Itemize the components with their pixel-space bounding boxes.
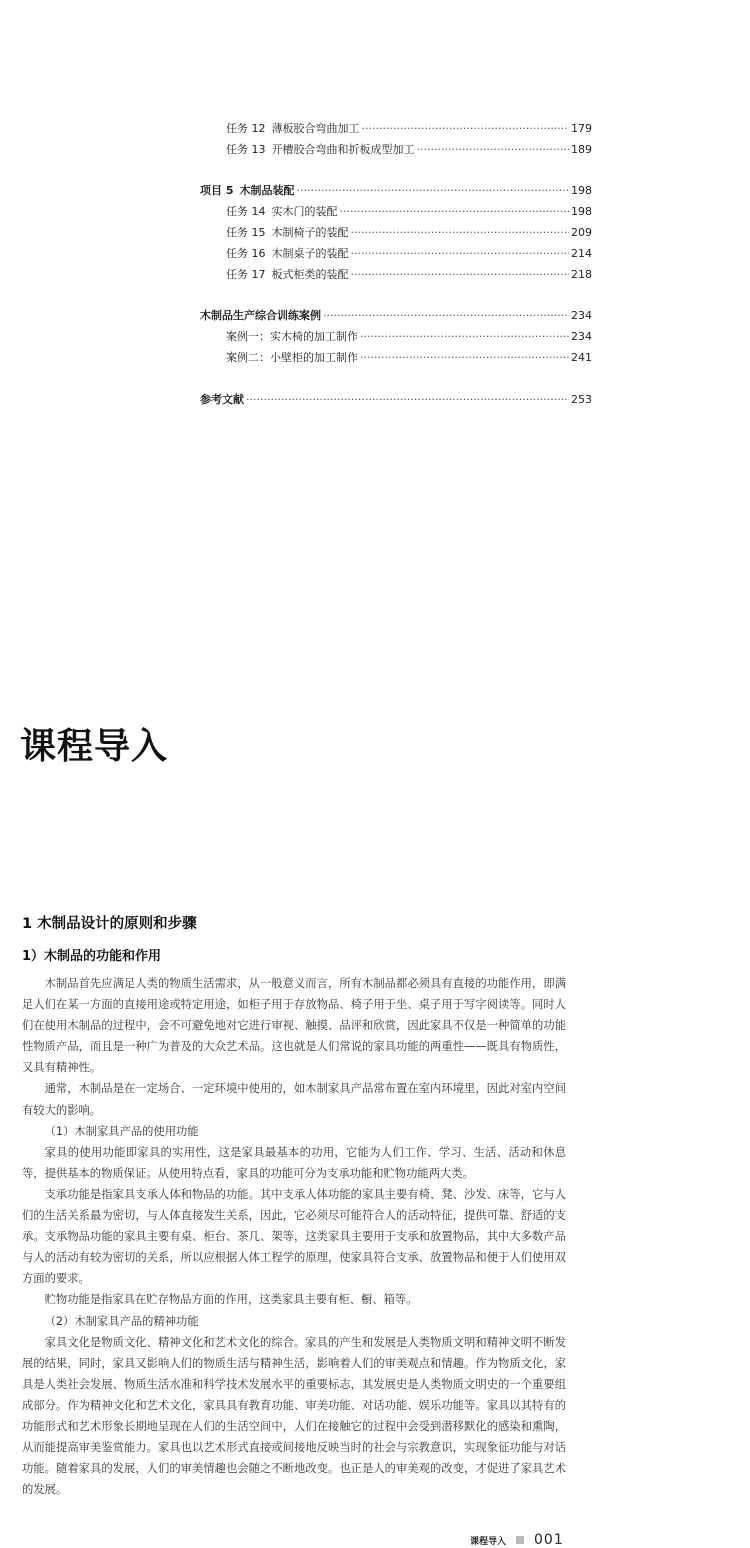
toc-entry-page: 198 bbox=[571, 205, 592, 218]
paragraph: 木制品首先应满足人类的物质生活需求，从一般意义而言，所有木制品都必须具有直接的功能作用，即满足人们在某一方面的直接用途或特定用途，如柜子用于存放物品、椅子用于坐、桌子用于写字阅读等。同时人们在使用木制品的过程中，会不可避免地对它进行审视、触摸、品评和欣赏，因此家具不仅是一种简单的功能性物质产品，而且是一种广为普及的大众艺术品。这也就是人们常说的家具功能的两重性——既具有物质性，又具有精神性。 bbox=[22, 977, 566, 1075]
toc-entry-number: 任务 13 bbox=[226, 143, 266, 156]
toc-entry[interactable] bbox=[226, 247, 592, 261]
toc-entry-page: 198 bbox=[571, 184, 592, 197]
toc-entry[interactable] bbox=[226, 122, 592, 136]
toc-entry-number: 任务 12 bbox=[226, 122, 266, 135]
toc-entry-number: 任务 16 bbox=[226, 247, 266, 260]
dot-leader bbox=[351, 268, 570, 282]
dot-leader bbox=[296, 184, 569, 198]
section-heading: 1 木制品设计的原则和步骤 bbox=[22, 916, 197, 932]
paragraph: 家具的使用功能即家具的实用性，这是家具最基本的功用，它能为人们工作、学习、生活、活动和休息等，提供基本的物质保证。从使用特点看，家具的功能可分为支承功能和贮物功能两大类。 bbox=[22, 1145, 566, 1180]
toc-entry-page: 241 bbox=[571, 351, 592, 364]
paragraph: 家具文化是物质文化、精神文化和艺术文化的综合。家具的产生和发展是人类物质文明和精神文明不断发展的结果，同时，家具又影响人们的物质生活与精神生活，影响着人们的审美观点和情趣。作为物质文化，家具是人类社会发展、物质生活水准和科学技术发展水平的重要标志，其发展史是人类物质文明史的一个重要组成部分。作为精神文化和艺术文化，家具具有教育功能、审美功能、对话功能、娱乐功能等。家具以其特有的功能形式和艺术形象长期地呈现在人们的生活空间中，人们在接触它的过程中会受到潜移默化的感染和熏陶，从而能提高审美鉴赏能力。家具也以艺术形式直接或间接地反映当时的社会与宗教意识，实现象征功能与对话功能。随着家具的发展，人们的审美情趣也会随之不断地改变。也正是人的审美观的改变，才促进了家具艺术的发展。 bbox=[22, 1335, 566, 1497]
toc-entry-page: 234 bbox=[571, 309, 592, 322]
toc-entry[interactable] bbox=[226, 351, 592, 365]
toc-project-entry[interactable] bbox=[200, 184, 592, 198]
toc-entry[interactable] bbox=[226, 143, 592, 157]
toc-references-entry[interactable] bbox=[200, 393, 592, 407]
paragraph: 通常，木制品是在一定场合、一定环境中使用的，如木制家具产品常布置在室内环境里，因此对室内空间有较大的影响。 bbox=[22, 1082, 566, 1117]
footer-chapter-label: 课程导入 bbox=[470, 1536, 507, 1547]
toc-entry[interactable] bbox=[226, 205, 592, 219]
toc-entry-title: 板式柜类的装配 bbox=[271, 268, 349, 281]
toc-entry-number: 任务 14 bbox=[226, 205, 266, 218]
page-footer bbox=[470, 1533, 590, 1547]
toc-entry-title: 实木门的装配 bbox=[271, 205, 338, 218]
dot-leader bbox=[323, 309, 569, 323]
dot-leader bbox=[351, 247, 570, 261]
toc-entry-number: 任务 15 bbox=[226, 226, 266, 239]
dot-leader bbox=[360, 351, 569, 365]
toc-entry-title: 开槽胶合弯曲和折板成型加工 bbox=[271, 143, 415, 156]
toc-entry-title: 参考文献 bbox=[200, 393, 244, 406]
toc-entry-page: 253 bbox=[571, 393, 592, 406]
toc-entry-title: 木制品生产综合训练案例 bbox=[200, 309, 321, 322]
toc-entry-title: 木制品装配 bbox=[239, 184, 295, 197]
toc-entry-page: 209 bbox=[571, 226, 592, 239]
paragraph: 支承功能是指家具支承人体和物品的功能。其中支承人体功能的家具主要有椅、凳、沙发、床等，它与人们的生活关系最为密切，与人体直接发生关系，因此，它必须尽可能符合人的活动特征，提供可靠、舒适的支承。支承物品功能的家具主要有桌、柜台、茶几、架等，这类家具主要用于支承和放置物品，其中大多数产品与人的活动有较为密切的关系，所以应根据人体工程学的原理，使家具符合支承、放置物品和便于人们使用双方面的要求。 bbox=[22, 1187, 566, 1286]
dot-leader bbox=[340, 205, 570, 219]
toc-entry-title: 薄板胶合弯曲加工 bbox=[271, 122, 360, 135]
toc-entry-number: 项目 5 bbox=[200, 184, 234, 197]
toc-entry-number: 任务 17 bbox=[226, 268, 266, 281]
toc-entry-title: 案例一：实木椅的加工制作 bbox=[226, 330, 358, 343]
footer-square-icon bbox=[516, 1536, 524, 1544]
toc-entry-title: 木制桌子的装配 bbox=[271, 247, 349, 260]
dot-leader bbox=[360, 330, 569, 344]
toc-entry-page: 214 bbox=[571, 247, 592, 260]
page-number: 001 bbox=[534, 1532, 564, 1548]
toc-section-entry[interactable] bbox=[200, 309, 592, 323]
toc-entry-title: 木制椅子的装配 bbox=[271, 226, 349, 239]
paragraph-subheading: （1）木制家具产品的使用功能 bbox=[44, 1124, 199, 1138]
chapter-title: 课程导入 bbox=[20, 726, 169, 767]
toc-entry-page: 179 bbox=[571, 122, 592, 135]
toc-entry[interactable] bbox=[226, 330, 592, 344]
toc-entry-title: 案例二：小壁柜的加工制作 bbox=[226, 351, 358, 364]
toc-entry[interactable] bbox=[226, 226, 592, 240]
dot-leader bbox=[351, 226, 570, 240]
toc-entry-page: 234 bbox=[571, 330, 592, 343]
dot-leader bbox=[362, 122, 570, 136]
subsection-heading: 1）木制品的功能和作用 bbox=[22, 949, 162, 964]
toc-entry-page: 189 bbox=[571, 143, 592, 156]
body-text bbox=[22, 973, 566, 1500]
paragraph: 贮物功能是指家具在贮存物品方面的作用，这类家具主要有柜、橱、箱等。 bbox=[44, 1293, 418, 1307]
paragraph-subheading: （2）木制家具产品的精神功能 bbox=[44, 1314, 199, 1328]
toc-entry-page: 218 bbox=[571, 268, 592, 281]
dot-leader bbox=[417, 143, 570, 157]
dot-leader bbox=[246, 393, 569, 407]
toc-entry[interactable] bbox=[226, 268, 592, 282]
